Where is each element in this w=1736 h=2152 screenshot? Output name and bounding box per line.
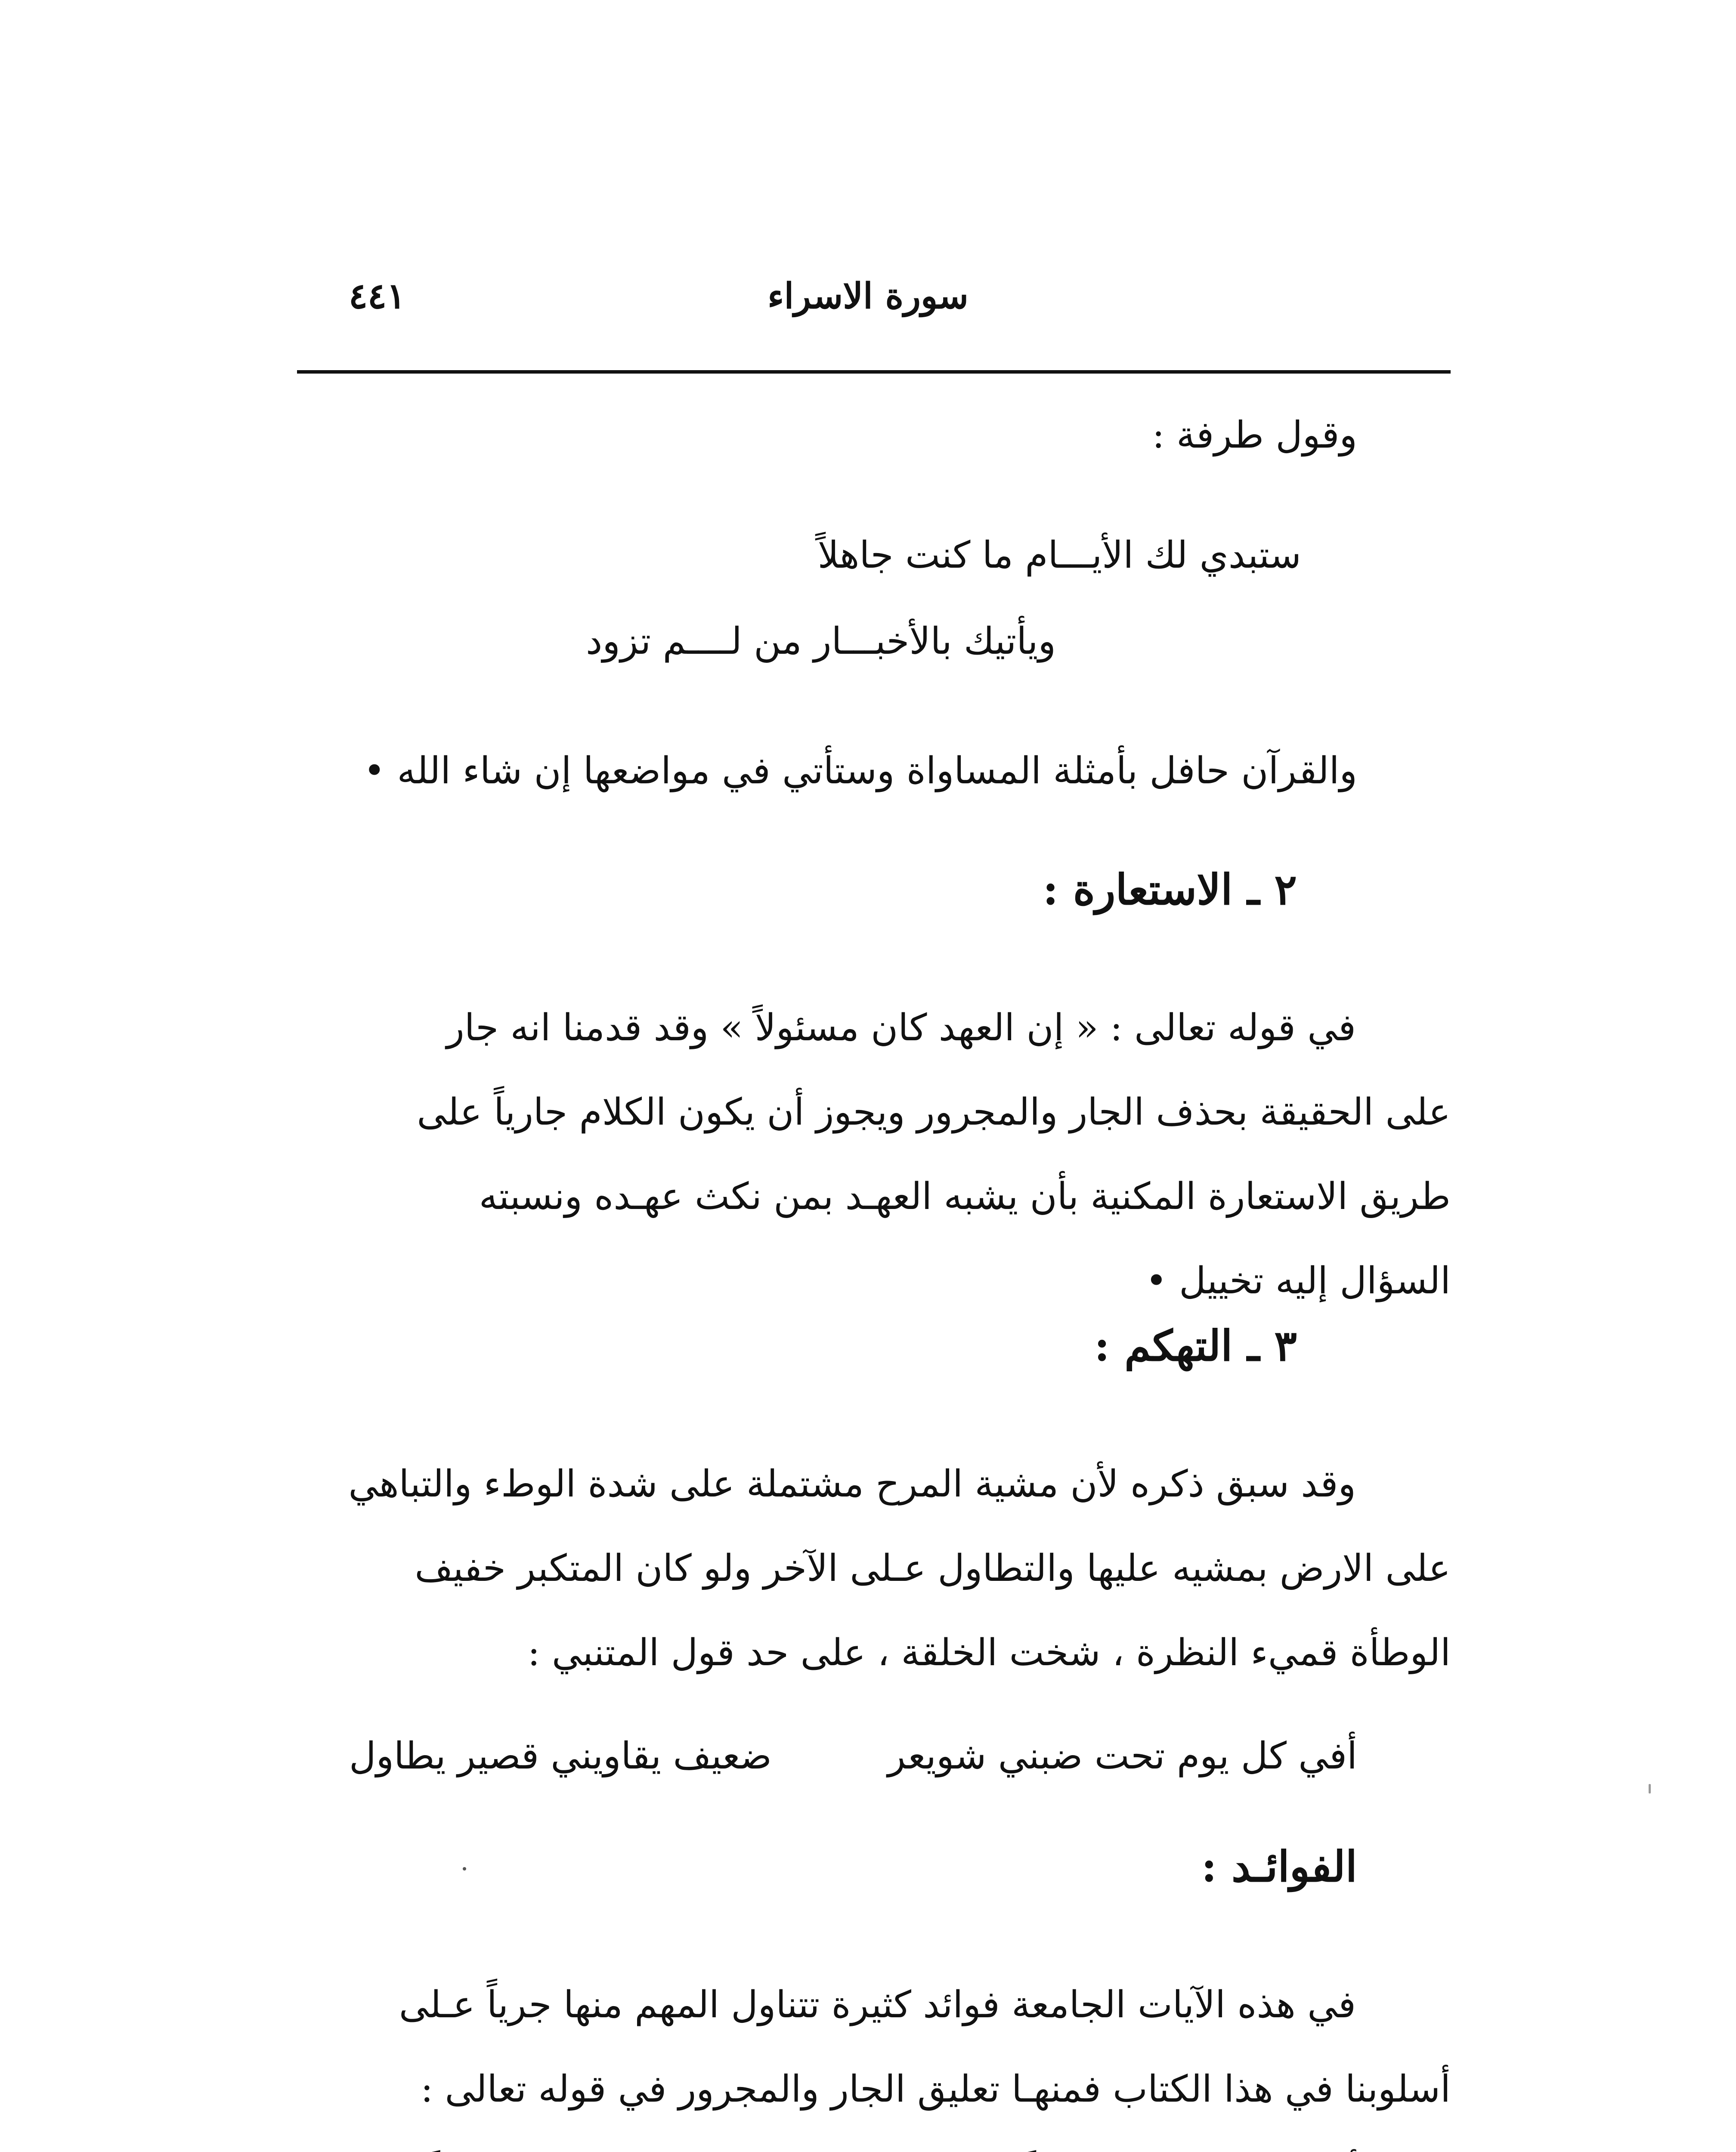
mutanabbi-verse-hemistich-1: أفي كل يوم تحت ضبني شويعر [888,1735,1357,1778]
tahakkum-line-1: وقد سبق ذكره لأن مشية المرح مشتملة على شدة الوطء والتباهي [348,1462,1356,1506]
tahakkum-line-2: على الارض بمشيه عليها والتطاول عـلى الآخر ولو كان المتكبر خفيف [415,1547,1451,1590]
istiara-line-4: السؤال إليه تخييل • [1145,1259,1451,1302]
tarafa-verse-hemistich-2: ويأتيك بالأخبـــار من لــــم تزود [586,620,1056,663]
istiara-line-2: على الحقيقة بحذف الجار والمجرور ويجوز أن يكون الكلام جارياً على [417,1091,1451,1134]
header-rule [297,370,1451,374]
section-heading-istiara: ٢ ـ الاستعارة : [1043,865,1297,915]
page-header [297,275,1451,331]
quran-equality-sentence: والقرآن حافل بأمثلة المساواة وستأتي في مواضعها إن شاء الله • [363,749,1357,792]
section-heading-fawaid: الفوائـد : [1201,1842,1357,1892]
fawaid-paragraph [284,1963,1451,2152]
mutanabbi-verse-hemistich-2: ضعيف يقاويني قصير يطاول [349,1735,772,1778]
page-number: ٤٤١ [349,275,406,317]
scan-mark [1649,1784,1651,1793]
istiara-line-1: في قوله تعالى : « إن العهد كان مسئولاً » وقد قدمنا انه جار [446,1006,1356,1049]
running-title: سورة الاسراء [767,275,969,317]
istiara-paragraph [284,986,1451,1323]
intro-tarafa: وقول طرفة : [1152,414,1357,457]
scan-speck [463,1867,466,1871]
tahakkum-line-3: الوطأة قميء النظرة ، شخت الخلقة ، على حد قول المتنبي : [527,1631,1451,1674]
section-heading-tahakkum: ٣ ـ التهكم : [1094,1321,1297,1371]
istiara-line-3: طريق الاستعارة المكنية بأن يشبه العهـد بمن نكث عهـده ونسبته [479,1175,1451,1218]
fawaid-line-2: أسلوبنا في هذا الكتاب فمنهـا تعليق الجار والمجرور في قوله تعالى : [421,2068,1451,2111]
fawaid-line-3 [284,2131,1451,2152]
tahakkum-paragraph [284,1442,1451,1695]
fawaid-line-1: في هذه الآيات الجامعة فوائد كثيرة تتناول المهم منها جرياً عـلى [399,1983,1356,2026]
tarafa-verse-hemistich-1: ستبدي لك الأيـــام ما كنت جاهلاً [817,534,1301,577]
